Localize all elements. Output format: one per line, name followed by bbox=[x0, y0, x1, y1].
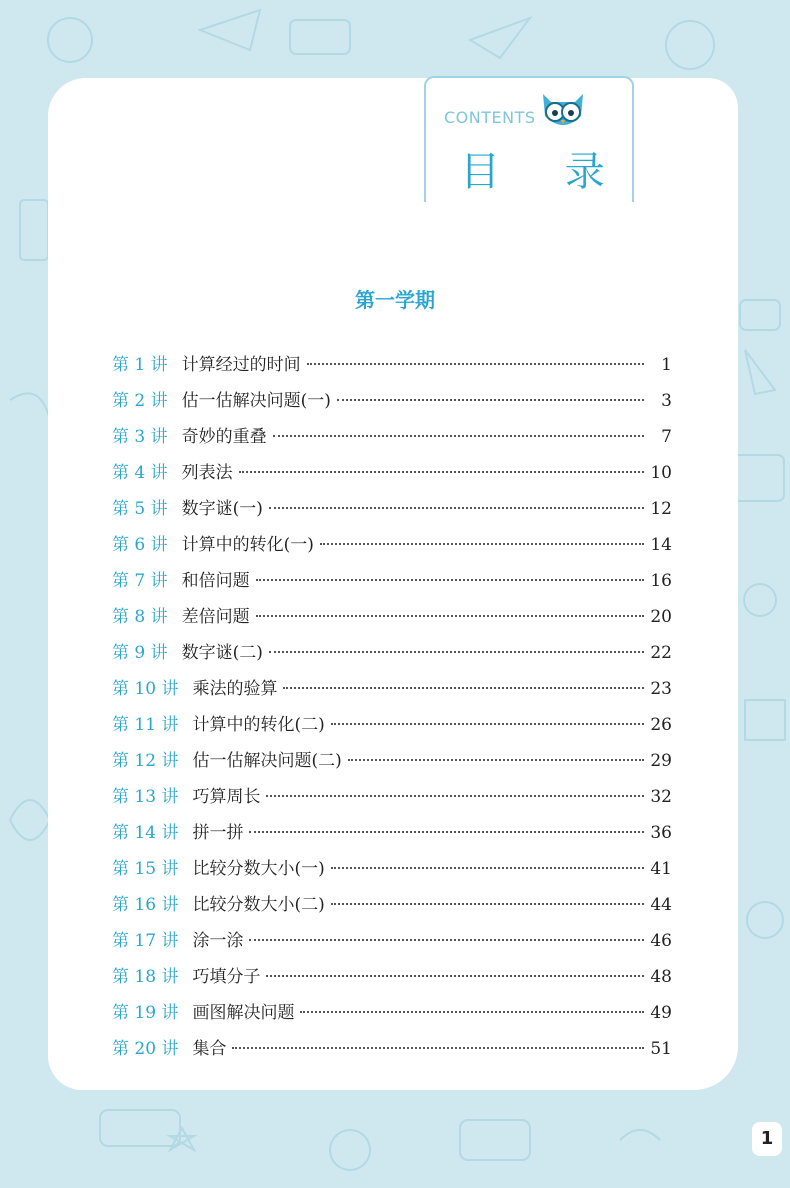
toc-entry[interactable] bbox=[112, 746, 672, 782]
lesson-title: 数字谜(一) bbox=[181, 499, 263, 519]
toc-entry[interactable] bbox=[112, 494, 672, 530]
dot-leader bbox=[256, 615, 644, 617]
lesson-number: 第 13 讲 bbox=[112, 787, 179, 807]
lesson-title: 乘法的验算 bbox=[192, 679, 278, 699]
toc-entry[interactable] bbox=[112, 890, 672, 926]
lesson-number: 第 9 讲 bbox=[112, 643, 168, 663]
lesson-number: 第 15 讲 bbox=[112, 859, 179, 879]
lesson-number: 第 3 讲 bbox=[112, 427, 168, 447]
lesson-number: 第 8 讲 bbox=[112, 607, 168, 627]
lesson-title: 估一估解决问题(一) bbox=[181, 391, 331, 411]
lesson-page-number: 23 bbox=[650, 679, 672, 699]
owl-icon bbox=[535, 82, 591, 138]
toc-entry[interactable] bbox=[112, 1034, 672, 1070]
table-of-contents bbox=[112, 350, 672, 1070]
lesson-number: 第 1 讲 bbox=[112, 355, 168, 375]
dot-leader bbox=[232, 1047, 644, 1049]
lesson-number: 第 5 讲 bbox=[112, 499, 168, 519]
lesson-number: 第 16 讲 bbox=[112, 895, 179, 915]
lesson-page-number: 1 bbox=[661, 355, 672, 375]
lesson-page-number: 26 bbox=[650, 715, 672, 735]
lesson-page-number: 29 bbox=[650, 751, 672, 771]
lesson-page-number: 7 bbox=[661, 427, 672, 447]
lesson-number: 第 10 讲 bbox=[112, 679, 179, 699]
lesson-title: 巧填分子 bbox=[192, 967, 261, 987]
lesson-page-number: 12 bbox=[650, 499, 672, 519]
page-number: 1 bbox=[752, 1122, 782, 1156]
lesson-number: 第 6 讲 bbox=[112, 535, 168, 555]
dot-leader bbox=[320, 543, 644, 545]
dot-leader bbox=[273, 435, 644, 437]
toc-entry[interactable] bbox=[112, 998, 672, 1034]
lesson-number: 第 7 讲 bbox=[112, 571, 168, 591]
toc-entry[interactable] bbox=[112, 674, 672, 710]
lesson-number: 第 11 讲 bbox=[112, 715, 179, 735]
lesson-title: 计算经过的时间 bbox=[181, 355, 301, 375]
dot-leader bbox=[348, 759, 644, 761]
lesson-page-number: 20 bbox=[650, 607, 672, 627]
lesson-title: 计算中的转化(一) bbox=[181, 535, 314, 555]
lesson-page-number: 44 bbox=[650, 895, 672, 915]
page-title: 目 录 bbox=[460, 149, 631, 195]
lesson-page-number: 36 bbox=[650, 823, 672, 843]
lesson-title: 差倍问题 bbox=[181, 607, 250, 627]
lesson-number: 第 2 讲 bbox=[112, 391, 168, 411]
lesson-title: 涂一涂 bbox=[192, 931, 244, 951]
lesson-number: 第 12 讲 bbox=[112, 751, 179, 771]
dot-leader bbox=[283, 687, 644, 689]
toc-entry[interactable] bbox=[112, 962, 672, 998]
lesson-title: 列表法 bbox=[181, 463, 233, 483]
dot-leader bbox=[266, 795, 644, 797]
lesson-number: 第 17 讲 bbox=[112, 931, 179, 951]
lesson-title: 集合 bbox=[192, 1039, 227, 1059]
lesson-number: 第 20 讲 bbox=[112, 1039, 179, 1059]
toc-entry[interactable] bbox=[112, 350, 672, 386]
lesson-page-number: 32 bbox=[650, 787, 672, 807]
lesson-page-number: 10 bbox=[650, 463, 672, 483]
lesson-title: 计算中的转化(二) bbox=[192, 715, 325, 735]
lesson-page-number: 41 bbox=[650, 859, 672, 879]
lesson-page-number: 14 bbox=[650, 535, 672, 555]
dot-leader bbox=[307, 363, 644, 365]
dot-leader bbox=[331, 903, 644, 905]
semester-heading: 第一学期 bbox=[355, 288, 435, 312]
toc-entry[interactable] bbox=[112, 422, 672, 458]
dot-leader bbox=[331, 867, 644, 869]
toc-entry[interactable] bbox=[112, 854, 672, 890]
lesson-number: 第 4 讲 bbox=[112, 463, 168, 483]
lesson-number: 第 14 讲 bbox=[112, 823, 179, 843]
dot-leader bbox=[300, 1011, 644, 1013]
toc-entry[interactable] bbox=[112, 530, 672, 566]
lesson-page-number: 51 bbox=[650, 1039, 672, 1059]
toc-entry[interactable] bbox=[112, 926, 672, 962]
lesson-page-number: 3 bbox=[661, 391, 672, 411]
dot-leader bbox=[239, 471, 644, 473]
contents-label: CONTENTS bbox=[444, 108, 536, 127]
lesson-title: 比较分数大小(二) bbox=[192, 895, 325, 915]
lesson-title: 和倍问题 bbox=[181, 571, 250, 591]
dot-leader bbox=[266, 975, 644, 977]
dot-leader bbox=[256, 579, 644, 581]
dot-leader bbox=[269, 651, 644, 653]
toc-entry[interactable] bbox=[112, 458, 672, 494]
lesson-title: 画图解决问题 bbox=[192, 1003, 295, 1023]
toc-entry[interactable] bbox=[112, 818, 672, 854]
toc-entry[interactable] bbox=[112, 386, 672, 422]
lesson-page-number: 49 bbox=[650, 1003, 672, 1023]
toc-entry[interactable] bbox=[112, 638, 672, 674]
dot-leader bbox=[249, 831, 644, 833]
dot-leader bbox=[249, 939, 644, 941]
dot-leader bbox=[331, 723, 644, 725]
toc-entry[interactable] bbox=[112, 602, 672, 638]
lesson-number: 第 19 讲 bbox=[112, 1003, 179, 1023]
toc-entry[interactable] bbox=[112, 566, 672, 602]
lesson-page-number: 22 bbox=[650, 643, 672, 663]
dot-leader bbox=[269, 507, 644, 509]
dot-leader bbox=[337, 399, 644, 401]
lesson-title: 数字谜(二) bbox=[181, 643, 263, 663]
lesson-title: 估一估解决问题(二) bbox=[192, 751, 342, 771]
lesson-title: 拼一拼 bbox=[192, 823, 244, 843]
lesson-title: 比较分数大小(一) bbox=[192, 859, 325, 879]
lesson-page-number: 16 bbox=[650, 571, 672, 591]
lesson-page-number: 48 bbox=[650, 967, 672, 987]
lesson-title: 奇妙的重叠 bbox=[181, 427, 267, 447]
toc-entry[interactable] bbox=[112, 782, 672, 818]
lesson-number: 第 18 讲 bbox=[112, 967, 179, 987]
lesson-page-number: 46 bbox=[650, 931, 672, 951]
toc-entry[interactable] bbox=[112, 710, 672, 746]
lesson-title: 巧算周长 bbox=[192, 787, 261, 807]
